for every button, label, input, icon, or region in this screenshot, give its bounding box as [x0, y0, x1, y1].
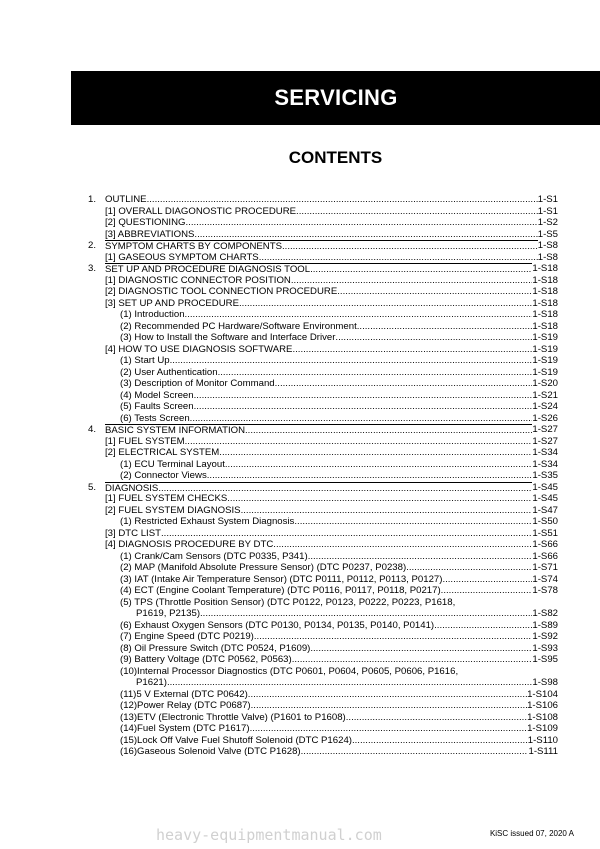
toc-entry[interactable] — [120, 470, 558, 482]
toc-leader-dots — [185, 436, 533, 448]
toc-title: (3) Description of Monitor Command — [120, 378, 275, 389]
toc-page-number: 1-S109 — [527, 723, 558, 734]
toc-title: (2) User Authentication — [120, 366, 218, 378]
contents-heading: CONTENTS — [288, 148, 383, 167]
toc-row — [88, 355, 558, 367]
toc-title: P1619, P2135) — [136, 608, 201, 619]
toc-leader-dots — [441, 585, 533, 597]
toc-row — [88, 309, 558, 321]
toc-leader-dots — [186, 217, 538, 229]
toc-page-number: 1-S19 — [532, 343, 558, 355]
toc-row — [88, 401, 558, 413]
toc-leader-dots — [406, 562, 532, 574]
toc-row — [88, 194, 558, 206]
toc-leader-dots — [190, 413, 533, 425]
toc-leader-dots — [310, 643, 532, 655]
toc-row — [88, 436, 558, 448]
toc-title: [4] HOW TO USE DIAGNOSIS SOFTWARE — [105, 343, 293, 355]
toc-row — [88, 378, 558, 390]
toc-page-number: 1-S111 — [528, 746, 558, 757]
toc-number: 2. — [88, 240, 97, 251]
toc-leader-dots — [248, 689, 527, 701]
toc-leader-dots — [147, 194, 538, 206]
toc-row — [88, 677, 558, 689]
toc-page-number: 1-S8 — [537, 240, 558, 251]
toc-page-number: 1-S24 — [532, 401, 558, 412]
toc-leader-dots — [301, 746, 529, 758]
toc-entry[interactable] — [120, 723, 558, 735]
toc-leader-dots — [225, 459, 533, 471]
toc-title: (3) How to Install the Software and Interface Driver — [120, 332, 336, 343]
toc-title: [1] GASEOUS SYMPTOM CHARTS — [105, 251, 259, 263]
toc-entry[interactable] — [120, 666, 558, 678]
toc-row — [88, 528, 558, 540]
toc-row — [88, 344, 558, 356]
toc-row — [88, 597, 558, 609]
toc-entry[interactable] — [120, 355, 558, 367]
toc-leader-dots — [259, 252, 538, 264]
toc-title: (12)Power Relay (DTC P0687) — [120, 700, 251, 711]
toc-title: SET UP AND PROCEDURE DIAGNOSIS TOOL — [105, 264, 311, 275]
toc-entry[interactable] — [120, 735, 558, 747]
toc-title: [1] FUEL SYSTEM — [105, 435, 185, 447]
toc-row — [88, 390, 558, 402]
toc-page-number: 1-S35 — [532, 470, 558, 481]
title-banner — [71, 71, 600, 125]
toc-row — [88, 321, 558, 333]
toc-entry[interactable] — [120, 700, 558, 712]
toc-page-number: 1-S19 — [532, 355, 558, 366]
toc-leader-dots — [357, 321, 533, 333]
toc-number: 4. — [88, 424, 97, 435]
toc-title: (7) Engine Speed (DTC P0219) — [120, 631, 254, 642]
toc-leader-dots — [194, 401, 533, 413]
toc-leader-dots — [250, 723, 528, 735]
toc-entry[interactable] — [105, 252, 558, 264]
toc-row — [88, 367, 558, 379]
toc-row — [88, 551, 558, 563]
toc-entry[interactable] — [105, 539, 558, 551]
toc-page-number: 1-S27 — [532, 435, 558, 447]
toc-row — [88, 539, 558, 551]
toc-entry[interactable] — [120, 413, 558, 425]
toc-page-number: 1-S66 — [532, 539, 558, 550]
toc-row — [88, 229, 558, 241]
toc-title: [1] OVERALL DIAGONOSTIC PROCEDURE — [105, 205, 297, 217]
toc-page-number: 1-S51 — [532, 527, 558, 539]
toc-entry[interactable] — [105, 194, 558, 206]
issue-note: KiSC issued 07, 2020 A — [489, 829, 574, 838]
toc-row — [88, 712, 558, 724]
toc-row — [88, 275, 558, 287]
toc-number: 3. — [88, 263, 97, 274]
toc-number: 5. — [88, 481, 97, 493]
toc-leader-dots — [275, 378, 533, 390]
toc-page-number: 1-S26 — [532, 412, 558, 424]
toc-leader-dots — [254, 631, 533, 643]
toc-row — [88, 608, 558, 620]
toc-leader-dots — [227, 493, 532, 505]
toc-row — [88, 459, 558, 471]
toc-row — [88, 263, 558, 275]
toc-leader-dots — [161, 528, 532, 540]
toc-page-number: 1-S1 — [537, 194, 558, 205]
toc-row — [88, 689, 558, 701]
toc-row — [88, 332, 558, 344]
toc-leader-dots — [292, 654, 533, 666]
toc-page-number: 1-S74 — [532, 573, 558, 585]
toc-entry[interactable] — [120, 631, 558, 643]
toc-page-number: 1-S78 — [532, 585, 558, 596]
toc-entry[interactable] — [120, 620, 558, 632]
toc-leader-dots — [291, 275, 533, 287]
table-of-contents — [88, 194, 558, 758]
toc-title: (16)Gaseous Solenoid Valve (DTC P1628) — [120, 746, 301, 757]
toc-entry[interactable] — [120, 643, 558, 655]
section-title: SERVICING — [274, 85, 398, 110]
toc-leader-dots — [170, 355, 533, 367]
toc-leader-dots — [167, 677, 532, 689]
toc-entry[interactable] — [120, 562, 558, 574]
toc-leader-dots — [239, 298, 532, 310]
toc-title: (15)Lock Off Valve Fuel Shutoff Solenoid (DTC P1624) — [120, 734, 352, 746]
toc-title: [2] FUEL SYSTEM DIAGNOSIS — [105, 504, 241, 516]
toc-title: (1) ECU Terminal Layout — [120, 458, 225, 470]
toc-title: (4) ECT (Engine Coolant Temperature) (DTC P0116, P0117, P0118, P0217) — [120, 585, 441, 596]
toc-title: (3) IAT (Intake Air Temperature Sensor) (DTC P0111, P0112, P0113, P0127) — [120, 573, 443, 585]
toc-page-number: 1-S18 — [532, 297, 558, 309]
toc-title: [3] DTC LIST — [105, 527, 161, 539]
toc-row — [88, 206, 558, 218]
toc-row — [88, 493, 558, 505]
toc-leader-dots — [292, 344, 532, 356]
toc-entry[interactable] — [120, 401, 558, 413]
toc-page-number: 1-S5 — [537, 228, 558, 240]
toc-title: (9) Battery Voltage (DTC P0562, P0563) — [120, 654, 292, 665]
toc-leader-dots — [241, 505, 533, 517]
toc-page-number: 1-S19 — [532, 332, 558, 343]
toc-leader-dots — [337, 286, 532, 298]
toc-leader-dots — [251, 700, 527, 712]
toc-entry[interactable] — [120, 459, 558, 471]
toc-entry[interactable] — [120, 551, 558, 563]
toc-title: (1) Start Up — [120, 355, 170, 366]
toc-entry[interactable] — [120, 516, 558, 528]
toc-page-number: 1-S18 — [532, 263, 558, 274]
toc-page-number: 1-S50 — [532, 516, 558, 527]
toc-row — [88, 585, 558, 597]
toc-row — [88, 482, 558, 494]
toc-entry[interactable] — [105, 505, 558, 517]
toc-entry[interactable] — [105, 493, 558, 505]
toc-page-number: 1-S93 — [532, 642, 558, 654]
toc-title: (2) Connector Views — [120, 470, 207, 481]
toc-title: (2) Recommended PC Hardware/Software Environment — [120, 320, 357, 332]
toc-page-number: 1-S110 — [527, 734, 558, 746]
toc-title: (1) Restricted Exhaust System Diagnosis — [120, 516, 295, 527]
toc-page-number: 1-S104 — [527, 688, 558, 700]
watermark-text: heavy-equipmentmanual.com — [156, 826, 382, 844]
toc-title: OUTLINE — [105, 194, 147, 205]
toc-title: [2] QUESTIONING — [105, 217, 186, 228]
toc-page-number: 1-S1 — [537, 205, 558, 217]
toc-number: 1. — [88, 194, 97, 205]
toc-page-number: 1-S47 — [532, 504, 558, 516]
toc-page-number: 1-S19 — [532, 366, 558, 378]
toc-title: BASIC SYSTEM INFORMATION — [105, 425, 246, 436]
toc-entry[interactable] — [120, 689, 558, 701]
toc-leader-dots — [434, 620, 532, 632]
toc-page-number: 1-S21 — [532, 389, 558, 401]
toc-row — [88, 470, 558, 482]
toc-row — [88, 298, 558, 310]
toc-title: (5) TPS (Throttle Position Sensor) (DTC P0122, P0123, P0222, P0223, P1618, — [120, 596, 456, 608]
toc-page-number: 1-S2 — [537, 217, 558, 228]
toc-title: (8) Oil Pressure Switch (DTC P0524, P1609) — [120, 642, 311, 654]
toc-page-number: 1-S89 — [532, 619, 558, 631]
toc-title: (11)5 V External (DTC P0642) — [120, 688, 248, 700]
toc-row — [88, 447, 558, 459]
toc-row — [88, 217, 558, 229]
toc-page-number: 1-S34 — [532, 447, 558, 458]
toc-title: (1) Introduction — [120, 309, 185, 320]
toc-leader-dots — [218, 367, 533, 379]
toc-row — [88, 654, 558, 666]
toc-title: (4) Model Screen — [120, 389, 194, 401]
toc-entry[interactable] — [136, 677, 558, 689]
toc-entry[interactable] — [120, 367, 558, 379]
toc-row — [88, 620, 558, 632]
toc-leader-dots — [194, 390, 533, 402]
toc-page-number: 1-S18 — [532, 274, 558, 286]
toc-leader-dots — [294, 516, 532, 528]
toc-page-number: 1-S34 — [532, 458, 558, 470]
toc-row — [88, 413, 558, 425]
toc-entry[interactable] — [105, 286, 558, 298]
toc-title: (2) MAP (Manifold Absolute Pressure Sensor) (DTC P0237, P0238) — [120, 562, 407, 573]
toc-title: (6) Exhaust Oxygen Sensors (DTC P0130, P0134, P0135, P0140, P0141) — [120, 619, 435, 631]
toc-title: (13)ETV (Electronic Throttle Valve) (P1601 to P1608) — [120, 711, 346, 723]
toc-entry[interactable] — [136, 608, 558, 620]
toc-row — [88, 723, 558, 735]
toc-entry[interactable] — [120, 321, 558, 333]
toc-entry[interactable] — [105, 275, 558, 287]
toc-page-number: 1-S45 — [532, 481, 558, 493]
toc-page-number: 1-S18 — [532, 309, 558, 320]
toc-page-number: 1-S18 — [532, 286, 558, 297]
toc-row — [88, 631, 558, 643]
toc-row — [88, 424, 558, 436]
toc-page-number: 1-S98 — [532, 677, 558, 688]
toc-title: DIAGNOSIS — [105, 482, 159, 494]
toc-page-number: 1-S8 — [537, 251, 558, 263]
toc-entry[interactable] — [120, 597, 558, 609]
toc-title: [1] FUEL SYSTEM CHECKS — [105, 493, 228, 504]
toc-entry[interactable] — [105, 298, 558, 310]
toc-leader-dots — [296, 206, 538, 218]
toc-entry[interactable] — [120, 378, 558, 390]
toc-title: [2] ELECTRICAL SYSTEM — [105, 447, 220, 458]
toc-title: [1] DIAGNOSTIC CONNECTOR POSITION — [105, 274, 291, 286]
toc-entry[interactable] — [105, 528, 558, 540]
toc-row — [88, 286, 558, 298]
toc-leader-dots — [200, 608, 532, 620]
toc-page-number: 1-S66 — [532, 550, 558, 562]
toc-leader-dots — [442, 574, 532, 586]
toc-entry[interactable] — [120, 574, 558, 586]
toc-entry[interactable] — [105, 447, 558, 459]
toc-leader-dots — [194, 229, 537, 241]
toc-entry[interactable] — [120, 390, 558, 402]
toc-entry[interactable] — [105, 229, 558, 241]
toc-row — [88, 643, 558, 655]
toc-row — [88, 505, 558, 517]
toc-leader-dots — [352, 735, 528, 747]
toc-leader-dots — [185, 309, 533, 321]
toc-page-number: 1-S71 — [532, 562, 558, 573]
toc-title: [4] DIAGNOSIS PROCEDURE BY DTC — [105, 539, 274, 550]
toc-row — [88, 562, 558, 574]
toc-title: P1621) — [136, 677, 167, 688]
toc-entry[interactable] — [120, 309, 558, 321]
toc-page-number: 1-S106 — [527, 700, 558, 711]
toc-entry[interactable] — [120, 746, 558, 758]
toc-entry[interactable] — [105, 217, 558, 229]
toc-leader-dots — [308, 551, 533, 563]
toc-page-number: 1-S82 — [532, 608, 558, 619]
toc-title: (14)Fuel System (DTC P1617) — [120, 723, 250, 734]
toc-title: [2] DIAGNOSTIC TOOL CONNECTION PROCEDURE — [105, 286, 338, 297]
toc-page-number: 1-S108 — [527, 711, 558, 723]
toc-entry[interactable] — [120, 585, 558, 597]
toc-row — [88, 746, 558, 758]
toc-row — [88, 735, 558, 747]
toc-page-number: 1-S27 — [532, 424, 558, 435]
toc-leader-dots — [346, 712, 527, 724]
toc-row — [88, 252, 558, 264]
toc-leader-dots — [335, 332, 532, 344]
toc-title: (6) Tests Screen — [120, 412, 190, 424]
toc-page-number: 1-S20 — [532, 378, 558, 389]
toc-entry[interactable] — [120, 332, 558, 344]
toc-entry[interactable] — [120, 712, 558, 724]
toc-title: (1) Crank/Cam Sensors (DTC P0335, P341) — [120, 550, 308, 562]
toc-page-number: 1-S18 — [532, 320, 558, 332]
toc-title: [3] SET UP AND PROCEDURE — [105, 297, 239, 309]
toc-entry[interactable] — [105, 344, 558, 356]
toc-leader-dots — [219, 447, 532, 459]
toc-page-number: 1-S95 — [532, 654, 558, 665]
toc-leader-dots — [207, 470, 533, 482]
toc-entry[interactable] — [105, 206, 558, 218]
toc-title: (5) Faults Screen — [120, 401, 194, 412]
toc-row — [88, 516, 558, 528]
toc-row — [88, 574, 558, 586]
toc-page-number: 1-S45 — [532, 493, 558, 504]
toc-page-number: 1-S92 — [532, 631, 558, 642]
toc-title: SYMPTOM CHARTS BY COMPONENTS — [105, 241, 282, 252]
toc-row — [88, 666, 558, 678]
toc-title: [3] ABBREVIATIONS — [105, 228, 195, 240]
toc-leader-dots — [273, 539, 532, 551]
toc-row — [88, 700, 558, 712]
toc-entry[interactable] — [105, 436, 558, 448]
toc-entry[interactable] — [120, 654, 558, 666]
toc-title: (10)Internal Processor Diagnostics (DTC P0601, P0604, P0605, P0606, P1616, — [120, 665, 459, 677]
toc-row — [88, 240, 558, 252]
